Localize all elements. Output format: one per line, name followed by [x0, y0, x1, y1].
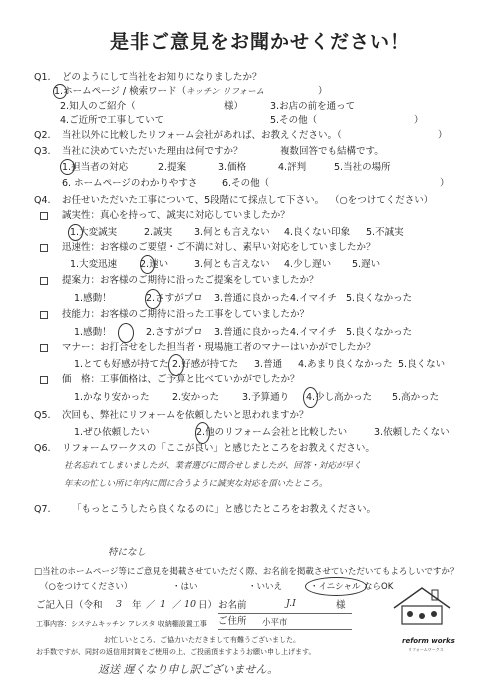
answer-circle	[68, 224, 83, 241]
answer-circle	[145, 289, 161, 309]
q1-option-1-handwriting: キッチン リフォーム	[186, 87, 265, 97]
q3-note: 複数回答でも結構です。	[280, 146, 384, 157]
q4-proposal-opt-4: 4.イマイチ	[290, 293, 337, 304]
q4-section-speed: 迅速性：お客様のご要望・ご不満に対し、素早い対応をしていましたか？	[62, 242, 376, 253]
q3-option-2: 2.提案	[158, 162, 187, 173]
address-value: 小平市	[262, 618, 288, 628]
date-day: 10	[184, 599, 197, 610]
q5-number: Q5.	[34, 410, 51, 421]
checkbox	[40, 244, 48, 252]
name-underline	[218, 613, 352, 614]
q4-skill-opt-1: 1.感動！	[74, 327, 112, 338]
q1-option-5: 5.その他（	[270, 115, 318, 126]
q6-handwritten-answer-line-1: 社名忘れてしまいましたが、業者選びに間合せしましたが、回答・対応が早く	[64, 461, 362, 471]
address-underline	[218, 629, 352, 630]
q4-honesty-opt-3: 3.何とも言えない	[194, 227, 270, 238]
answer-circle	[53, 84, 67, 99]
q1-option-1-close: ）	[318, 86, 328, 97]
name-label: お名前	[218, 600, 247, 611]
q6-number: Q6.	[34, 443, 51, 454]
consent-question: □当社のホームページ等にご意見を掲載させていただく際、お名前を掲載させていただいてもよろしいですか？	[34, 567, 459, 577]
handwritten-apology: 返送 遅くなり申し訳ございません。	[98, 663, 279, 676]
checkbox	[40, 376, 48, 384]
q4-skill-opt-3: 3.普通に良かった	[214, 327, 290, 338]
q4-section-honesty: 誠実性：真心を持って、誠実に対応していましたか？	[62, 210, 290, 221]
date-slash-1: ／	[146, 600, 156, 611]
q4-manners-opt-5: 5.良くない	[398, 359, 446, 370]
date-month: 1	[160, 599, 167, 610]
q4-question: お任せいただいた工事について、5段階にて採点して下さい。	[62, 195, 325, 206]
q7-handwritten-answer: 特になし	[108, 547, 147, 558]
q4-section-proposal: 提案力：お客様のご期待に沿ったご提案をしていましたか？	[62, 275, 319, 286]
q6-handwritten-answer-line-2: 年末の忙しい所に年内に間に合うように誠実な対応を頂いたところ。	[64, 479, 328, 489]
q4-honesty-opt-4: 4.良くない印象	[284, 227, 351, 238]
consent-initial-tail: ならOK	[364, 582, 394, 592]
q5-question: 次回も、弊社にリフォームを依頼したいと思われますか？	[62, 410, 309, 421]
q3-option-7: 6.その他（	[222, 178, 270, 189]
q4-section-manners: マナー：お打合せをした担当者・現場施工者のマナーはいかがでしたか？	[62, 342, 376, 353]
logo-text: reform works	[402, 637, 455, 645]
q3-option-3: 3.価格	[218, 162, 247, 173]
answer-circle	[303, 387, 318, 408]
q4-price-opt-3: 3.予算通り	[242, 392, 290, 403]
checkbox	[40, 344, 48, 352]
q4-proposal-opt-5: 5.良くなかった	[346, 293, 413, 304]
q1-option-2: 2.知人のご紹介（	[60, 101, 136, 112]
q3-option-1: 1.担当者の対応	[62, 162, 129, 173]
house-icon	[390, 584, 454, 634]
q4-proposal-opt-1: 1.感動！	[74, 293, 112, 304]
consent-initial: ・イニシャル	[310, 582, 361, 592]
consent-no: ・いいえ	[248, 582, 283, 592]
date-year: 3	[116, 599, 123, 610]
date-year-unit: 年	[132, 600, 142, 611]
q1-option-2-suffix: 様）	[224, 101, 244, 112]
checkbox	[40, 311, 48, 319]
q4-skill-opt-4: 4.イマイチ	[290, 327, 337, 338]
q4-skill-opt-2: 2.さすがプロ	[146, 327, 203, 338]
answer-circle	[60, 159, 75, 175]
date-slash-2: ／	[172, 600, 182, 611]
answer-circle	[140, 255, 155, 274]
q5-option-3: 3.依頼したくない	[374, 427, 450, 438]
name-value: J.I	[286, 598, 296, 609]
q4-price-opt-4: 4.少し高かった	[306, 392, 373, 403]
q1-question: どのようにして当社をお知りになりましたか？	[62, 72, 262, 83]
address-label: ご住所	[218, 616, 247, 627]
q3-question: 当社に決めていただいた理由は何ですか？	[62, 146, 243, 157]
q4-price-opt-5: 5.高かった	[392, 392, 440, 403]
q4-section-skill: 技能力：お客様のご期待に沿った工事をしていましたか？	[62, 309, 310, 320]
q1-option-5-close: ）	[414, 115, 424, 126]
q1-option-4: 4.ご近所で工事していて	[60, 115, 165, 126]
q4-number: Q4.	[34, 195, 51, 206]
thanks-notice: お忙しいところ、ご協力いただきまして有難うございました。	[104, 636, 300, 644]
q4-manners-opt-3: 3.普通	[254, 359, 283, 370]
q2-question: 当社以外に比較したリフォーム会社があれば、お教えください。（	[62, 130, 342, 141]
q4-manners-opt-4: 4.あまり良くなかった	[298, 359, 393, 370]
q4-speed-opt-3: 3.何とも言えない	[194, 259, 270, 270]
page-title: 是非ご意見をお聞かせください！	[110, 31, 411, 53]
q7-question: 「もっとこうしたら良くなるのに」と感じたところをお教えください。	[72, 504, 377, 515]
q4-honesty-opt-2: 2.誠実	[144, 227, 173, 238]
company-logo	[390, 584, 454, 634]
q3-number: Q3.	[34, 146, 51, 157]
q4-price-opt-2: 2.安かった	[172, 392, 220, 403]
answer-circle	[195, 422, 210, 444]
q3-option-6: 6. ホームページのわかりやすさ	[62, 178, 198, 189]
consent-instruction: （○をつけてください）	[40, 582, 133, 592]
q4-speed-opt-4: 4.少し遅い	[284, 259, 332, 270]
q7-number: Q7.	[34, 504, 51, 515]
q5-option-1: 1.ぜひ依頼したい	[74, 427, 150, 438]
q3-option-4: 4.評判	[278, 162, 307, 173]
checkbox	[40, 277, 48, 285]
consent-yes: ・はい	[172, 582, 198, 592]
q1-number: Q1.	[34, 72, 51, 83]
work-content: 工事内容：システムキッチン アレスタ 収納棚設置工事	[36, 620, 207, 628]
answer-circle	[118, 323, 134, 343]
logo-subtext: リフォームワークス	[408, 647, 444, 652]
q2-number: Q2.	[34, 130, 51, 141]
q4-proposal-opt-3: 3.普通に良かった	[214, 293, 290, 304]
q4-honesty-opt-1: 1.大変誠実	[70, 227, 118, 238]
q5-option-2: 2.他のリフォーム会社と比較したい	[196, 427, 348, 438]
q4-honesty-opt-5: 5.不誠実	[366, 227, 404, 238]
name-suffix: 様	[336, 600, 346, 611]
date-label: ご記入日（令和	[36, 600, 103, 611]
q4-manners-opt-1: 1.とても好感が持てた	[74, 359, 169, 370]
checkbox	[40, 212, 48, 220]
q2-close: ）	[438, 130, 448, 141]
q1-option-1: 1.ホームページ / 検索ワード（	[54, 86, 187, 97]
q1-option-3: 3.お店の前を通って	[270, 101, 356, 112]
date-close: 日）	[198, 600, 218, 611]
q3-option-7-close: ）	[440, 178, 450, 189]
q4-manners-opt-2: 2.好感が持てた	[172, 359, 239, 370]
q4-section-price: 価 格：工事価格は、ご予算と比べていかがでしたか？	[62, 374, 300, 385]
q6-question: リフォームワークスの「ここが良い」と感じたところをお教えください。	[62, 443, 375, 454]
q4-speed-opt-5: 5.遅い	[352, 259, 381, 270]
answer-circle	[305, 577, 367, 596]
return-notice: お手数ですが、同封の返信用封筒をご使用の上、ご投函頂ますようお願い申し上げます。	[36, 648, 316, 656]
q4-proposal-opt-2: 2.さすがプロ	[146, 293, 203, 304]
q4-skill-opt-5: 5.良くなかった	[346, 327, 413, 338]
q4-price-opt-1: 1.かなり安かった	[74, 392, 150, 403]
q4-speed-opt-1: 1.大変迅速	[70, 259, 118, 270]
answer-circle	[168, 354, 184, 376]
q3-option-5: 5.当社の場所	[334, 162, 391, 173]
q4-note: （○をつけてください）	[330, 195, 434, 206]
q4-speed-opt-2: 2.速い	[140, 259, 169, 270]
